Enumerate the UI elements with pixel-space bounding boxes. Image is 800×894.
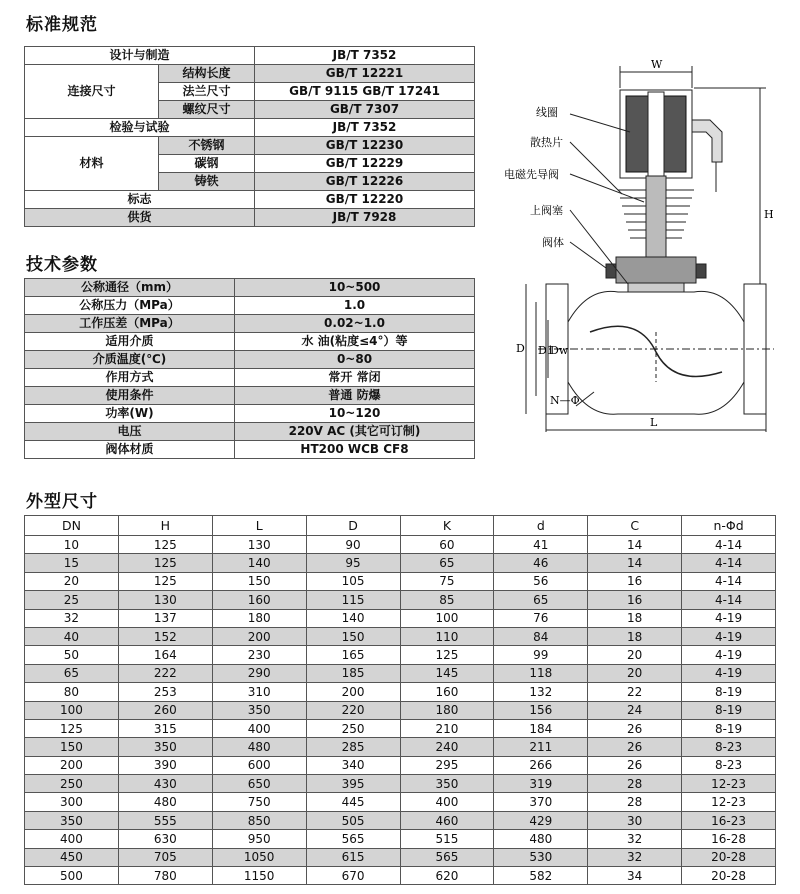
- technical-value: HT200 WCB CF8: [235, 441, 475, 459]
- table-cell: 115: [306, 591, 400, 609]
- table-cell: 530: [494, 848, 588, 866]
- technical-title: 技术参数: [26, 255, 98, 275]
- table-cell: 25: [25, 591, 119, 609]
- technical-param: 作用方式: [25, 369, 235, 387]
- table-cell: 4-14: [682, 536, 776, 554]
- standards-group-label: 连接尺寸: [25, 65, 159, 119]
- table-cell: 16-28: [682, 830, 776, 848]
- table-cell: 8-19: [682, 683, 776, 701]
- table-cell: 200: [306, 683, 400, 701]
- standards-value: JB/T 7928: [255, 209, 475, 227]
- table-cell: 670: [306, 867, 400, 885]
- table-cell: 480: [212, 738, 306, 756]
- table-cell: 395: [306, 775, 400, 793]
- column-header: n-Φd: [682, 516, 776, 536]
- table-cell: 515: [400, 830, 494, 848]
- table-cell: 500: [25, 867, 119, 885]
- standards-value: GB/T 9115 GB/T 17241: [255, 83, 475, 101]
- table-cell: 140: [306, 609, 400, 627]
- table-cell: 350: [118, 738, 212, 756]
- table-cell: 152: [118, 627, 212, 645]
- table-row: [25, 536, 776, 554]
- technical-param: 功率(W): [25, 405, 235, 423]
- table-cell: 750: [212, 793, 306, 811]
- table-cell: 130: [118, 591, 212, 609]
- standards-sub-label: 铸铁: [159, 173, 255, 191]
- table-cell: 180: [400, 701, 494, 719]
- technical-value: 水 油(粘度≤4°）等: [235, 333, 475, 351]
- table-cell: 110: [400, 627, 494, 645]
- standards-value: GB/T 12221: [255, 65, 475, 83]
- standards-sub-label: 结构长度: [159, 65, 255, 83]
- technical-row: [25, 279, 475, 297]
- standards-group-label: 材料: [25, 137, 159, 191]
- table-cell: 4-19: [682, 664, 776, 682]
- table-cell: 780: [118, 867, 212, 885]
- table-cell: 150: [212, 572, 306, 590]
- standards-value: GB/T 12220: [255, 191, 475, 209]
- table-cell: 429: [494, 811, 588, 829]
- table-cell: 390: [118, 756, 212, 774]
- table-cell: 14: [588, 536, 682, 554]
- table-row: [25, 830, 776, 848]
- table-cell: 650: [212, 775, 306, 793]
- table-cell: 16: [588, 591, 682, 609]
- table-cell: 480: [494, 830, 588, 848]
- table-cell: 615: [306, 848, 400, 866]
- table-cell: 28: [588, 793, 682, 811]
- standards-value: JB/T 7352: [255, 119, 475, 137]
- table-cell: 620: [400, 867, 494, 885]
- table-cell: 285: [306, 738, 400, 756]
- table-cell: 22: [588, 683, 682, 701]
- column-header: H: [118, 516, 212, 536]
- technical-param: 电压: [25, 423, 235, 441]
- table-cell: 125: [118, 572, 212, 590]
- table-row: [25, 775, 776, 793]
- table-cell: 340: [306, 756, 400, 774]
- table-cell: 156: [494, 701, 588, 719]
- table-cell: 50: [25, 646, 119, 664]
- technical-table: [24, 278, 475, 459]
- table-cell: 26: [588, 738, 682, 756]
- d1-label: D1: [538, 344, 554, 357]
- pilot-valve-label: 电磁先导阀: [504, 168, 559, 181]
- table-cell: 460: [400, 811, 494, 829]
- upper-plug-label: 上阀塞: [530, 204, 563, 217]
- table-cell: 4-19: [682, 627, 776, 645]
- technical-row: [25, 369, 475, 387]
- table-cell: 46: [494, 554, 588, 572]
- table-cell: 400: [400, 793, 494, 811]
- table-row: [25, 646, 776, 664]
- table-cell: 99: [494, 646, 588, 664]
- d-label: D: [516, 342, 525, 355]
- technical-param: 使用条件: [25, 387, 235, 405]
- table-cell: 40: [25, 627, 119, 645]
- table-cell: 200: [25, 756, 119, 774]
- table-row: [25, 701, 776, 719]
- body-label: 阀体: [542, 236, 564, 249]
- table-cell: 150: [306, 627, 400, 645]
- table-cell: 180: [212, 609, 306, 627]
- table-cell: 26: [588, 719, 682, 737]
- table-cell: 80: [25, 683, 119, 701]
- table-cell: 430: [118, 775, 212, 793]
- technical-param: 阀体材质: [25, 441, 235, 459]
- table-cell: 16: [588, 572, 682, 590]
- table-row: [25, 591, 776, 609]
- technical-row: [25, 423, 475, 441]
- technical-row: [25, 387, 475, 405]
- table-cell: 20-28: [682, 848, 776, 866]
- table-cell: 250: [25, 775, 119, 793]
- column-header: L: [212, 516, 306, 536]
- table-cell: 140: [212, 554, 306, 572]
- table-row: [25, 627, 776, 645]
- table-cell: 211: [494, 738, 588, 756]
- technical-row: [25, 315, 475, 333]
- standards-row: [25, 65, 475, 83]
- table-cell: 4-14: [682, 572, 776, 590]
- table-cell: 290: [212, 664, 306, 682]
- table-cell: 165: [306, 646, 400, 664]
- table-cell: 400: [212, 719, 306, 737]
- table-row: [25, 664, 776, 682]
- table-cell: 150: [25, 738, 119, 756]
- table-cell: 445: [306, 793, 400, 811]
- standards-sub-label: 不锈钢: [159, 137, 255, 155]
- table-cell: 200: [212, 627, 306, 645]
- dimensions-body: [25, 536, 776, 885]
- table-cell: 950: [212, 830, 306, 848]
- table-cell: 185: [306, 664, 400, 682]
- standards-label: 标志: [25, 191, 255, 209]
- technical-value: 普通 防爆: [235, 387, 475, 405]
- table-cell: 630: [118, 830, 212, 848]
- table-cell: 145: [400, 664, 494, 682]
- technical-param: 公称压力（MPa）: [25, 297, 235, 315]
- table-cell: 4-14: [682, 591, 776, 609]
- table-cell: 65: [25, 664, 119, 682]
- table-cell: 253: [118, 683, 212, 701]
- table-cell: 125: [400, 646, 494, 664]
- dimensions-table: [24, 515, 776, 885]
- bonnet: [616, 257, 696, 283]
- table-cell: 14: [588, 554, 682, 572]
- table-cell: 65: [400, 554, 494, 572]
- technical-row: [25, 441, 475, 459]
- table-cell: 130: [212, 536, 306, 554]
- table-cell: 350: [212, 701, 306, 719]
- technical-param: 适用介质: [25, 333, 235, 351]
- table-cell: 250: [306, 719, 400, 737]
- table-cell: 100: [400, 609, 494, 627]
- technical-value: 220V AC (其它可订制): [235, 423, 475, 441]
- table-cell: 160: [400, 683, 494, 701]
- technical-row: [25, 405, 475, 423]
- table-cell: 16-23: [682, 811, 776, 829]
- table-cell: 100: [25, 701, 119, 719]
- table-cell: 295: [400, 756, 494, 774]
- technical-param: 介质温度(℃): [25, 351, 235, 369]
- table-cell: 20: [588, 646, 682, 664]
- table-cell: 555: [118, 811, 212, 829]
- standards-row: [25, 137, 475, 155]
- n-phi-label: N—Φ: [550, 394, 580, 407]
- table-cell: 4-14: [682, 554, 776, 572]
- standards-sub-label: 碳钢: [159, 155, 255, 173]
- table-cell: 60: [400, 536, 494, 554]
- table-cell: 315: [118, 719, 212, 737]
- table-cell: 210: [400, 719, 494, 737]
- table-cell: 41: [494, 536, 588, 554]
- table-cell: 350: [400, 775, 494, 793]
- standards-value: GB/T 7307: [255, 101, 475, 119]
- dimensions-title: 外型尺寸: [26, 492, 98, 512]
- table-cell: 76: [494, 609, 588, 627]
- w-label: W: [651, 58, 663, 71]
- column-header: K: [400, 516, 494, 536]
- standards-row: [25, 191, 475, 209]
- table-cell: 310: [212, 683, 306, 701]
- standards-sub-label: 法兰尺寸: [159, 83, 255, 101]
- table-cell: 8-23: [682, 738, 776, 756]
- technical-value: 0~80: [235, 351, 475, 369]
- standards-table: [24, 46, 475, 227]
- table-cell: 118: [494, 664, 588, 682]
- technical-value: 10~120: [235, 405, 475, 423]
- valve-diagram: [498, 52, 783, 432]
- table-cell: 24: [588, 701, 682, 719]
- table-cell: 184: [494, 719, 588, 737]
- table-cell: 480: [118, 793, 212, 811]
- standards-value: GB/T 12229: [255, 155, 475, 173]
- table-cell: 565: [306, 830, 400, 848]
- table-cell: 582: [494, 867, 588, 885]
- table-cell: 10: [25, 536, 119, 554]
- standards-label: 供货: [25, 209, 255, 227]
- table-row: [25, 756, 776, 774]
- table-cell: 370: [494, 793, 588, 811]
- technical-param: 公称通径（mm）: [25, 279, 235, 297]
- dimensions-header-row: [25, 516, 776, 536]
- table-cell: 565: [400, 848, 494, 866]
- table-cell: 220: [306, 701, 400, 719]
- standards-row: [25, 209, 475, 227]
- technical-value: 常开 常闭: [235, 369, 475, 387]
- table-cell: 160: [212, 591, 306, 609]
- dw-label: Dw: [550, 344, 569, 357]
- technical-value: 10~500: [235, 279, 475, 297]
- table-cell: 90: [306, 536, 400, 554]
- technical-row: [25, 297, 475, 315]
- table-cell: 1050: [212, 848, 306, 866]
- standards-row: [25, 47, 475, 65]
- table-cell: 26: [588, 756, 682, 774]
- technical-row: [25, 351, 475, 369]
- table-cell: 32: [588, 830, 682, 848]
- table-cell: 32: [25, 609, 119, 627]
- coil-label: 线圈: [536, 106, 558, 119]
- table-cell: 4-19: [682, 609, 776, 627]
- table-cell: 450: [25, 848, 119, 866]
- table-cell: 28: [588, 775, 682, 793]
- table-cell: 125: [118, 554, 212, 572]
- table-cell: 350: [25, 811, 119, 829]
- table-row: [25, 867, 776, 885]
- standards-sub-label: 螺纹尺寸: [159, 101, 255, 119]
- table-cell: 30: [588, 811, 682, 829]
- table-cell: 12-23: [682, 775, 776, 793]
- table-cell: 84: [494, 627, 588, 645]
- table-cell: 18: [588, 627, 682, 645]
- table-cell: 600: [212, 756, 306, 774]
- table-cell: 266: [494, 756, 588, 774]
- table-cell: 1150: [212, 867, 306, 885]
- standards-row: [25, 119, 475, 137]
- standards-value: GB/T 12226: [255, 173, 475, 191]
- table-cell: 105: [306, 572, 400, 590]
- table-row: [25, 609, 776, 627]
- stem: [646, 176, 666, 262]
- table-cell: 132: [494, 683, 588, 701]
- column-header: d: [494, 516, 588, 536]
- table-cell: 260: [118, 701, 212, 719]
- table-cell: 400: [25, 830, 119, 848]
- table-cell: 850: [212, 811, 306, 829]
- l-label: L: [650, 416, 658, 429]
- technical-value: 1.0: [235, 297, 475, 315]
- table-row: [25, 554, 776, 572]
- table-cell: 705: [118, 848, 212, 866]
- table-cell: 15: [25, 554, 119, 572]
- table-cell: 137: [118, 609, 212, 627]
- standards-value: GB/T 12230: [255, 137, 475, 155]
- table-cell: 8-19: [682, 719, 776, 737]
- table-cell: 125: [118, 536, 212, 554]
- table-row: [25, 719, 776, 737]
- table-cell: 319: [494, 775, 588, 793]
- table-cell: 34: [588, 867, 682, 885]
- table-cell: 20: [588, 664, 682, 682]
- standards-title: 标准规范: [26, 15, 98, 35]
- table-cell: 20-28: [682, 867, 776, 885]
- table-row: [25, 811, 776, 829]
- table-cell: 95: [306, 554, 400, 572]
- table-cell: 505: [306, 811, 400, 829]
- table-cell: 240: [400, 738, 494, 756]
- table-cell: 18: [588, 609, 682, 627]
- h-label: H: [764, 208, 774, 221]
- standards-label: 设计与制造: [25, 47, 255, 65]
- table-cell: 164: [118, 646, 212, 664]
- table-cell: 222: [118, 664, 212, 682]
- table-cell: 4-19: [682, 646, 776, 664]
- table-row: [25, 793, 776, 811]
- table-cell: 56: [494, 572, 588, 590]
- table-cell: 32: [588, 848, 682, 866]
- technical-param: 工作压差（MPa）: [25, 315, 235, 333]
- table-cell: 8-23: [682, 756, 776, 774]
- table-cell: 300: [25, 793, 119, 811]
- standards-value: JB/T 7352: [255, 47, 475, 65]
- table-cell: 12-23: [682, 793, 776, 811]
- table-row: [25, 683, 776, 701]
- table-cell: 230: [212, 646, 306, 664]
- table-cell: 85: [400, 591, 494, 609]
- table-row: [25, 738, 776, 756]
- technical-row: [25, 333, 475, 351]
- table-cell: 8-19: [682, 701, 776, 719]
- table-cell: 65: [494, 591, 588, 609]
- table-cell: 20: [25, 572, 119, 590]
- table-cell: 75: [400, 572, 494, 590]
- heatsink-label: 散热片: [530, 136, 563, 149]
- column-header: D: [306, 516, 400, 536]
- table-row: [25, 848, 776, 866]
- technical-value: 0.02~1.0: [235, 315, 475, 333]
- table-row: [25, 572, 776, 590]
- standards-label: 检验与试验: [25, 119, 255, 137]
- column-header: DN: [25, 516, 119, 536]
- table-cell: 125: [25, 719, 119, 737]
- column-header: C: [588, 516, 682, 536]
